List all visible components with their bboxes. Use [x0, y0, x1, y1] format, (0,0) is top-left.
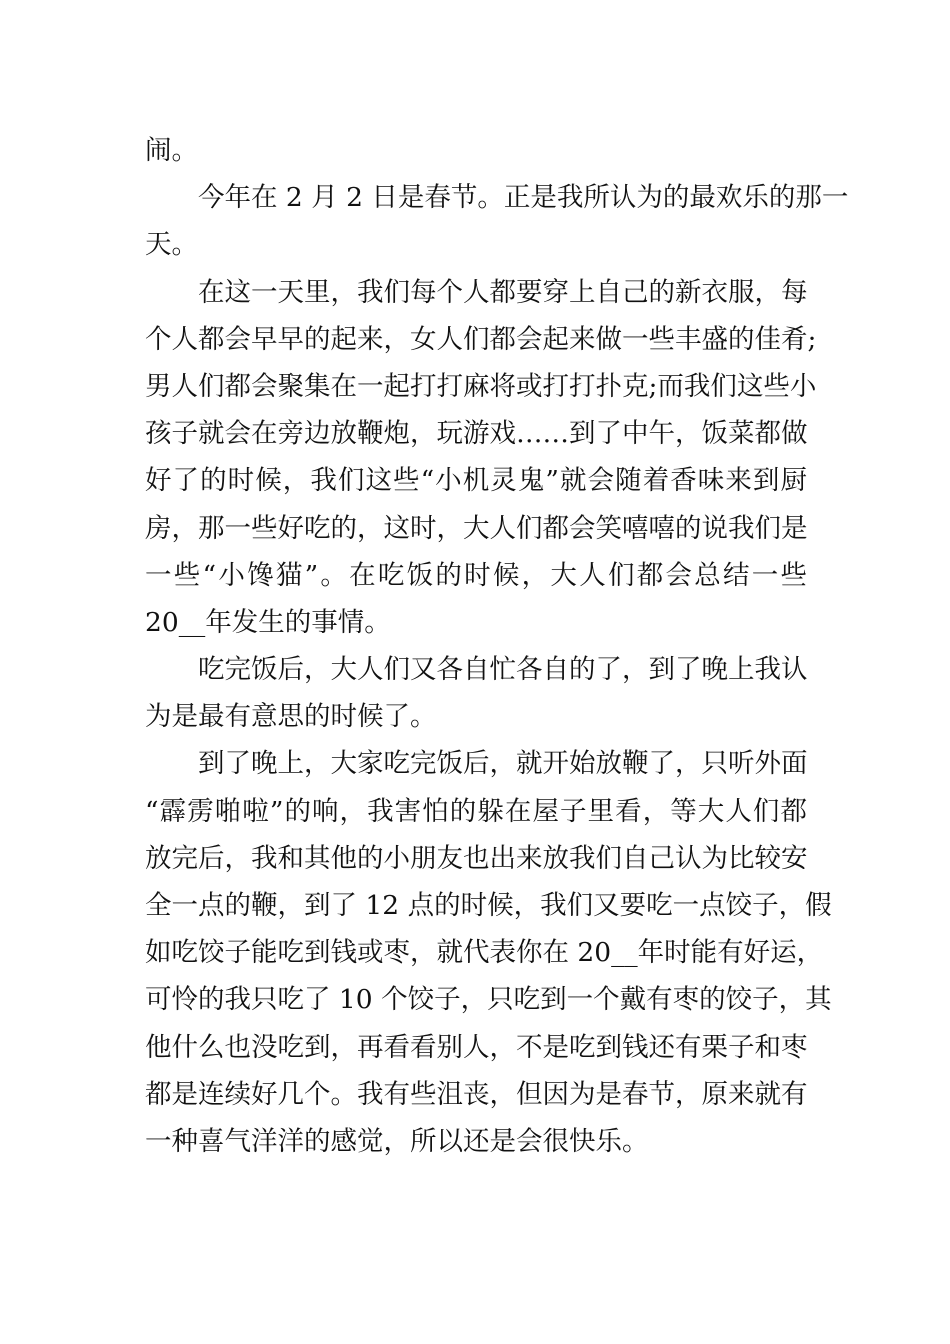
- text-line: 一些“小馋猫”。在吃饭的时候，大人们都会总结一些: [145, 559, 807, 591]
- text-line: 今年在 2 月 2 日是春节。正是我所认为的最欢乐的那一: [198, 182, 849, 214]
- text-line: 如吃饺子能吃到钱或枣，就代表你在 20__年时能有好运，: [145, 937, 824, 969]
- text-line: 闹。: [145, 135, 198, 166]
- text-line: 一种喜气洋洋的感觉，所以还是会很快乐。: [145, 1125, 649, 1157]
- text-line: 天。: [145, 229, 198, 261]
- text-line: 男人们都会聚集在一起打打麻将或打打扑克;而我们这些小: [145, 370, 817, 402]
- text-line: 可怜的我只吃了 10 个饺子，只吃到一个戴有枣的饺子，其: [145, 984, 832, 1016]
- text-line: 为是最有意思的时候了。: [145, 701, 437, 733]
- text-line: 孩子就会在旁边放鞭炮，玩游戏……到了中午，饭菜都做: [145, 418, 808, 450]
- text-line: 都是连续好几个。我有些沮丧，但因为是春节，原来就有: [145, 1078, 808, 1110]
- text-line: 房，那一些好吃的，这时，大人们都会笑嘻嘻的说我们是: [145, 512, 808, 544]
- text-line: 他什么也没吃到，再看看别人，不是吃到钱还有栗子和枣: [145, 1031, 808, 1063]
- text-line: 好了的时候，我们这些“小机灵鬼”就会随着香味来到厨: [145, 465, 807, 497]
- text-line: 20__年发生的事情。: [145, 606, 391, 638]
- text-line: “霹雳啪啦”的响，我害怕的躲在屋子里看，等大人们都: [145, 795, 807, 827]
- body-text: [145, 127, 849, 1165]
- text-line: 到了晚上，大家吃完饭后，就开始放鞭了，只听外面: [198, 748, 808, 780]
- text-line: 放完后，我和其他的小朋友也出来放我们自己认为比较安: [145, 842, 808, 874]
- text-line: 在这一天里，我们每个人都要穿上自己的新衣服，每: [198, 276, 808, 308]
- text-line: 全一点的鞭，到了 12 点的时候，我们又要吃一点饺子，假: [145, 890, 832, 921]
- text-line: 个人都会早早的起来，女人们都会起来做一些丰盛的佳肴;: [145, 323, 817, 355]
- text-line: 吃完饭后，大人们又各自忙各自的了，到了晚上我认: [198, 654, 808, 686]
